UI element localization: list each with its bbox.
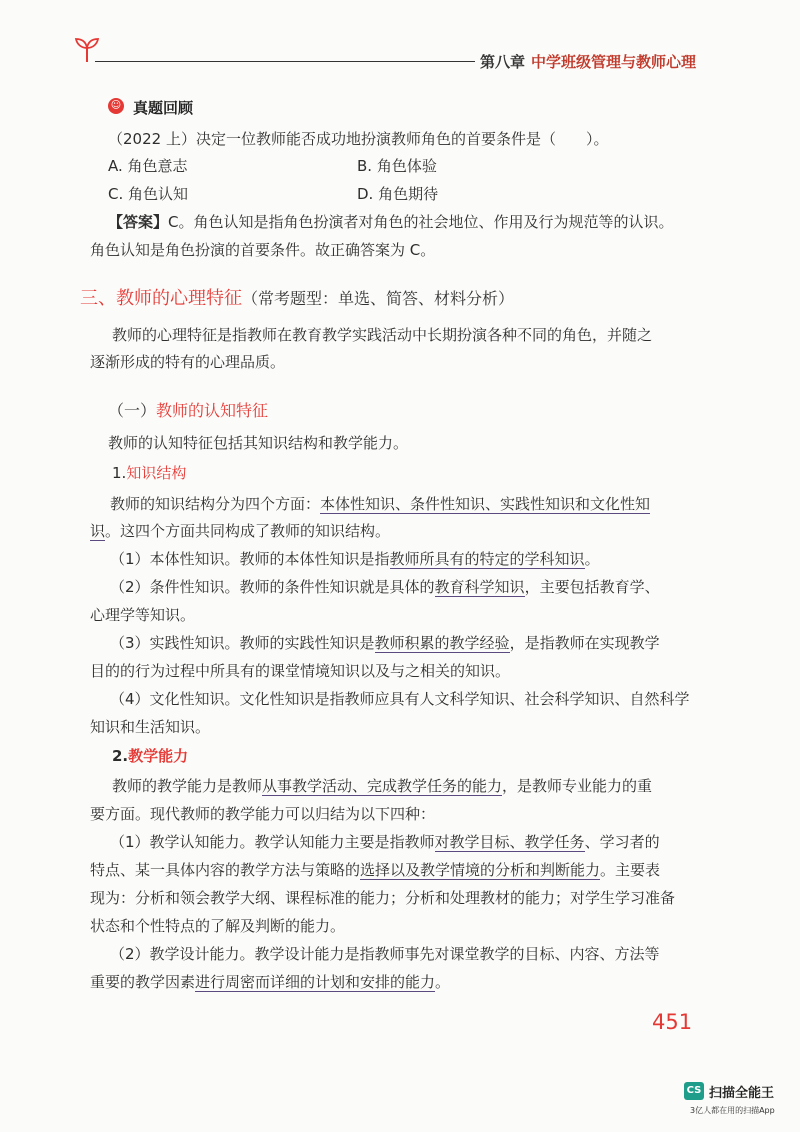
subsection-prefix: （一） <box>108 401 157 420</box>
text-span: 特点、某一具体内容的教学方法与策略的 <box>90 861 361 879</box>
text-span: ，是教师专业能力的重 <box>502 777 653 795</box>
option-c: C. 角色认知 <box>108 185 189 203</box>
subsection-heading <box>108 398 268 421</box>
sprout-icon <box>72 34 102 64</box>
text-span: 教师的知识结构分为四个方面： <box>110 495 321 513</box>
ability-item-1-cont-3: 状态和个性特点的了解及判断的能力。 <box>90 917 346 935</box>
page-number: 451 <box>652 1010 693 1034</box>
heading-teaching-title: 教学能力 <box>128 747 189 765</box>
scanner-name: 扫描全能王 <box>709 1086 775 1101</box>
underlined-text: 进行周密而详细的计划和安排的能力 <box>195 973 436 991</box>
heading-teaching <box>112 745 188 766</box>
text-span: （3）实践性知识。教师的实践性知识是 <box>110 634 375 652</box>
intro-line-2: 逐渐形成的特有的心理品质。 <box>90 353 286 371</box>
section-title: 三、教师的心理特征 <box>80 288 242 309</box>
underlined-text: 对教学目标、教学任务 <box>434 833 585 851</box>
answer-line-2: 角色认知是角色扮演的首要条件。故正确答案为 C。 <box>90 241 436 259</box>
ability-item-2: （2）教学设计能力。教学设计能力是指教师事先对课堂教学的目标、内容、方法等 <box>110 945 660 963</box>
header-rule <box>95 61 475 62</box>
knowledge-item-4-cont: 知识和生活知识。 <box>90 718 211 736</box>
text-span: 。主要表 <box>600 861 661 879</box>
text-span: 重要的教学因素 <box>90 973 196 991</box>
knowledge-line-1 <box>110 491 650 518</box>
knowledge-item-1 <box>110 546 600 573</box>
section-note: （常考题型：单选、简答、材料分析） <box>242 289 515 308</box>
underlined-text: 本体性知识、条件性知识、实践性知识和文化性知 <box>320 495 651 513</box>
knowledge-line-2 <box>90 518 390 545</box>
heading-knowledge <box>112 462 186 483</box>
review-title: 真题回顾 <box>133 99 194 117</box>
option-b: B. 角色体验 <box>357 157 437 175</box>
underlined-text: 教育科学知识 <box>434 578 525 596</box>
text-span: （1）本体性知识。教师的本体性知识是指 <box>110 550 390 568</box>
scanner-logo-icon: CS <box>684 1082 704 1100</box>
section-heading <box>80 284 514 310</box>
chapter-heading <box>480 51 696 72</box>
underlined-text: 选择以及教学情境的分析和判断能力 <box>360 861 601 879</box>
knowledge-item-4: （4）文化性知识。文化性知识是指教师应具有人文科学知识、社会科学知识、自然科学 <box>110 690 690 708</box>
option-a: A. 角色意志 <box>108 157 188 175</box>
chapter-title: 中学班级管理与教师心理 <box>531 53 697 71</box>
chapter-number: 第八章 <box>480 53 526 71</box>
text-span: （2）条件性知识。教师的条件性知识就是具体的 <box>110 578 435 596</box>
underlined-text: 识 <box>90 522 106 540</box>
ability-item-1-cont-2: 现为：分析和领会教学大纲、课程标准的能力；分析和处理教材的能力；对学生学习准备 <box>90 889 676 907</box>
ability-item-2-cont <box>90 969 450 996</box>
text-span: （1）教学认知能力。教学认知能力主要是指教师 <box>110 833 435 851</box>
answer-label: 【答案】 <box>108 213 169 231</box>
heading-knowledge-num: 1. <box>112 464 127 482</box>
teaching-line-1 <box>112 773 652 800</box>
ability-item-1 <box>110 829 660 856</box>
text-span: ，是指教师在实现教学 <box>509 634 660 652</box>
underlined-text: 教师积累的教学经验 <box>374 634 510 652</box>
ability-item-1-cont <box>90 857 660 884</box>
heading-teaching-num: 2. <box>112 747 129 765</box>
review-question: （2022 上）决定一位教师能否成功地扮演教师角色的首要条件是（ ）。 <box>108 130 609 148</box>
answer-text-1: C。角色认知是指角色扮演者对角色的社会地位、作用及行为规范等的认识。 <box>168 213 674 231</box>
teaching-line-2: 要方面。现代教师的教学能力可以归结为以下四种： <box>90 805 436 823</box>
intro-line-1: 教师的心理特征是指教师在教育教学实践活动中长期扮演各种不同的角色，并随之 <box>112 326 653 344</box>
option-d: D. 角色期待 <box>357 185 439 203</box>
scanner-tagline: 3亿人都在用的扫描App <box>690 1106 775 1115</box>
underlined-text: 从事教学活动、完成教学任务的能力 <box>262 777 503 795</box>
text-span: 。这四个方面共同构成了教师的知识结构。 <box>105 522 391 540</box>
underlined-text: 教师所具有的特定的学科知识 <box>389 550 585 568</box>
subsection-title: 教师的认知特征 <box>156 401 269 420</box>
knowledge-item-2-cont: 心理学等知识。 <box>90 606 196 624</box>
knowledge-item-2 <box>110 574 660 601</box>
text-span: 。 <box>435 973 451 991</box>
heading-knowledge-title: 知识结构 <box>126 464 187 482</box>
knowledge-item-3 <box>110 630 660 657</box>
answer-line-1 <box>108 209 674 236</box>
text-span: 。 <box>584 550 600 568</box>
review-icon: ☺ <box>108 98 124 114</box>
cognitive-intro: 教师的认知特征包括其知识结构和教学能力。 <box>108 434 409 452</box>
knowledge-item-3-cont: 目的的行为过程中所具有的课堂情境知识以及与之相关的知识。 <box>90 662 511 680</box>
text-span: 教师的教学能力是教师 <box>112 777 263 795</box>
text-span: ，主要包括教育学、 <box>524 578 660 596</box>
text-span: 、学习者的 <box>584 833 660 851</box>
